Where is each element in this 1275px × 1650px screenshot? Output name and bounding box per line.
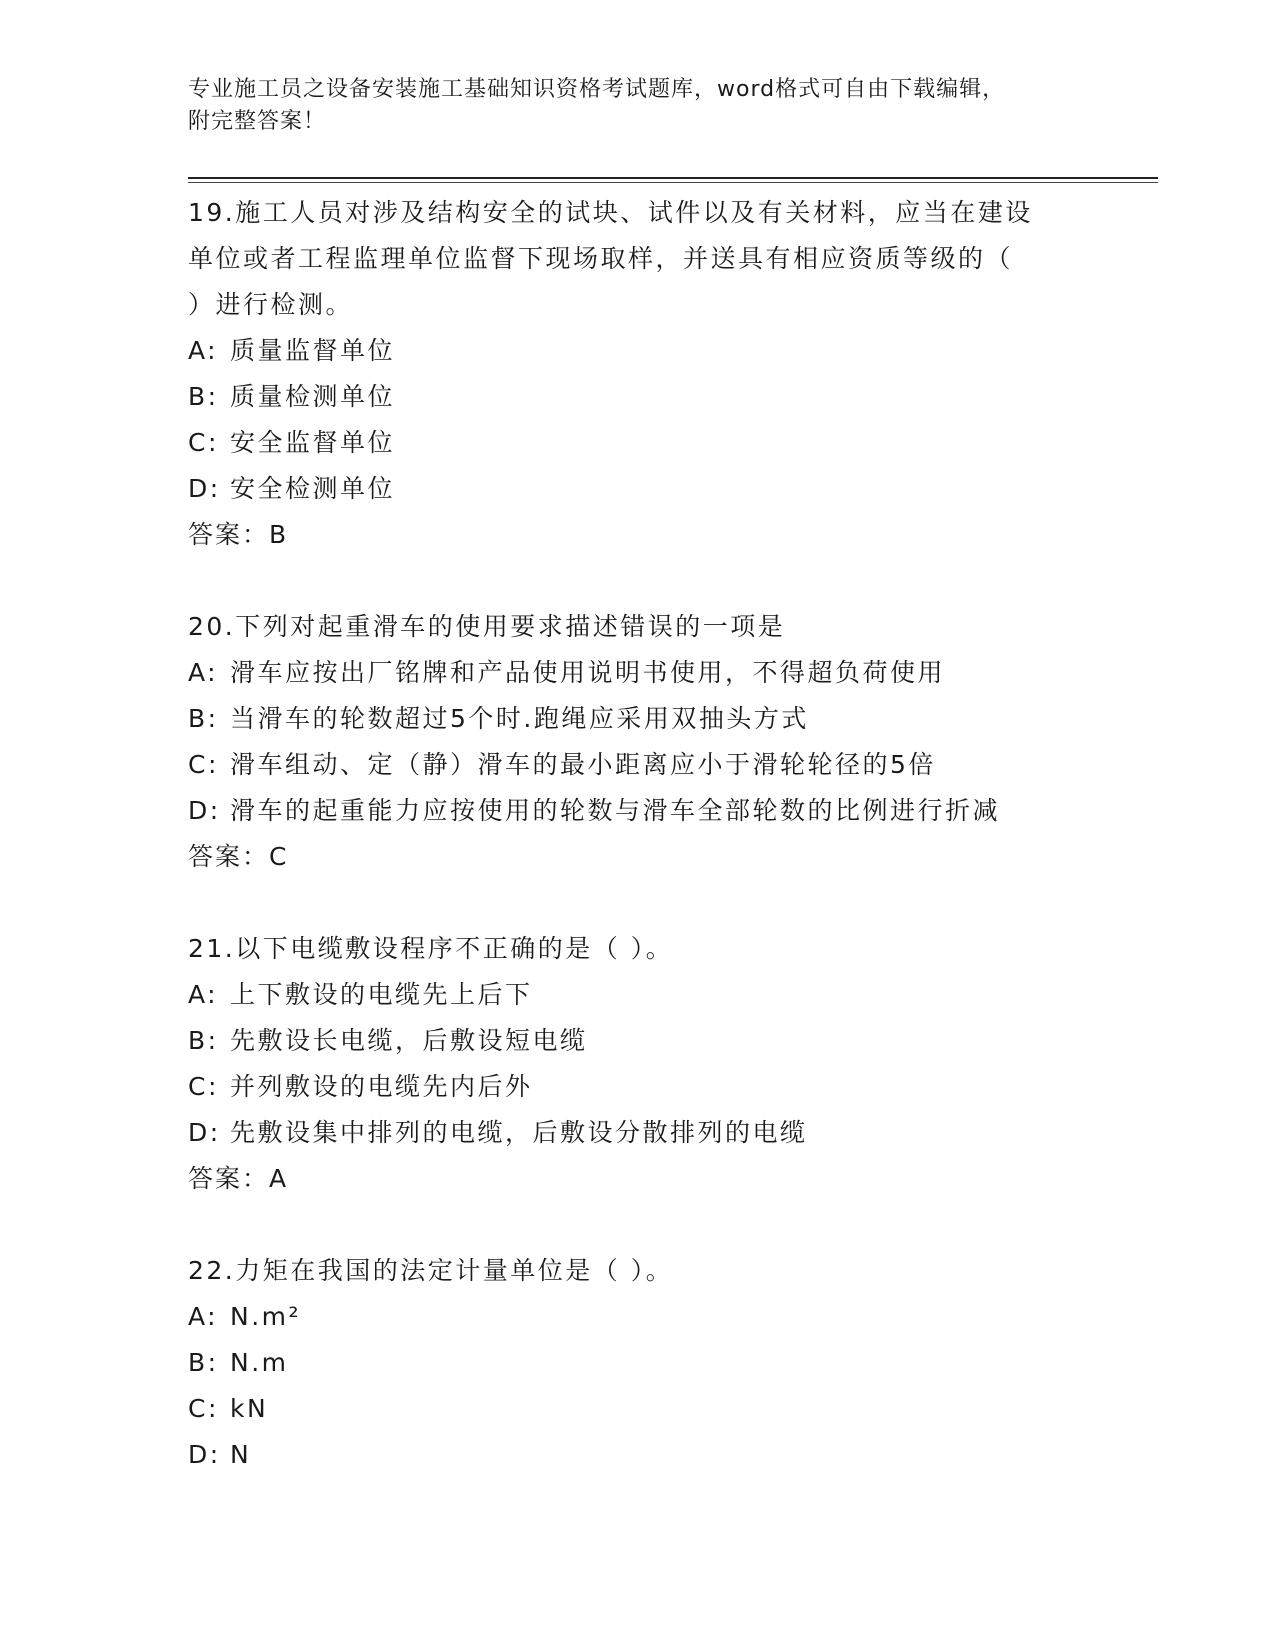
stem-line: 21.以下电缆敷设程序不正确的是（ ）。 xyxy=(188,934,674,963)
option-letter: D: xyxy=(188,1118,221,1147)
question-20 xyxy=(188,604,1088,880)
question-19 xyxy=(188,190,1088,558)
option-d xyxy=(188,788,1088,834)
option-text: 先敷设长电缆，后敷设短电缆 xyxy=(230,1026,588,1055)
stem-line: 22.力矩在我国的法定计量单位是（ ）。 xyxy=(188,1256,674,1285)
option-text: N.m xyxy=(230,1348,289,1377)
option-letter: D: xyxy=(188,474,221,503)
option-c xyxy=(188,420,1088,466)
option-c xyxy=(188,1386,1088,1432)
option-text: 并列敷设的电缆先内后外 xyxy=(230,1072,533,1101)
stem-line: 20.下列对起重滑车的使用要求描述错误的一项是 xyxy=(188,612,786,641)
option-letter: B: xyxy=(188,704,219,733)
header-divider-thick xyxy=(188,177,1158,179)
option-a xyxy=(188,1294,1088,1340)
option-b xyxy=(188,1018,1088,1064)
question-stem xyxy=(188,604,1088,650)
option-text: N xyxy=(230,1440,252,1469)
option-text: 滑车应按出厂铭牌和产品使用说明书使用，不得超负荷使用 xyxy=(230,658,946,687)
option-letter: A: xyxy=(188,1302,219,1331)
header-line-1: 专业施工员之设备安装施工基础知识资格考试题库，word格式可自由下载编辑， xyxy=(188,77,1006,102)
option-text: 安全监督单位 xyxy=(230,428,396,457)
option-b xyxy=(188,696,1088,742)
option-letter: A: xyxy=(188,658,219,687)
question-21 xyxy=(188,926,1088,1202)
header-divider-thin xyxy=(188,182,1158,183)
spacer xyxy=(188,880,1088,926)
option-letter: D: xyxy=(188,1440,221,1469)
option-letter: B: xyxy=(188,382,219,411)
option-text: 安全检测单位 xyxy=(230,474,396,503)
option-letter: C: xyxy=(188,750,219,779)
option-letter: A: xyxy=(188,336,219,365)
option-text: 当滑车的轮数超过5个时.跑绳应采用双抽头方式 xyxy=(230,704,809,733)
option-letter: C: xyxy=(188,428,219,457)
stem-line: 单位或者工程监理单位监督下现场取样，并送具有相应资质等级的（ xyxy=(188,244,1014,273)
option-letter: B: xyxy=(188,1026,219,1055)
stem-line: ）进行检测。 xyxy=(188,290,354,319)
option-d xyxy=(188,1110,1088,1156)
option-a xyxy=(188,650,1088,696)
answer-line: 答案：C xyxy=(188,842,289,871)
option-letter: D: xyxy=(188,796,221,825)
option-d xyxy=(188,466,1088,512)
option-letter: A: xyxy=(188,980,219,1009)
option-text: 先敷设集中排列的电缆，后敷设分散排列的电缆 xyxy=(230,1118,808,1147)
question-stem xyxy=(188,190,1088,328)
option-b xyxy=(188,374,1088,420)
option-c xyxy=(188,742,1088,788)
question-stem xyxy=(188,1248,1088,1294)
option-letter: C: xyxy=(188,1072,219,1101)
option-text: 质量检测单位 xyxy=(230,382,396,411)
option-c xyxy=(188,1064,1088,1110)
question-22 xyxy=(188,1248,1088,1478)
option-text: N.m² xyxy=(230,1302,302,1331)
option-text: 质量监督单位 xyxy=(230,336,396,365)
option-a xyxy=(188,972,1088,1018)
option-text: 滑车组动、定（静）滑车的最小距离应小于滑轮轮径的5倍 xyxy=(230,750,936,779)
document-header xyxy=(188,74,1088,138)
option-d xyxy=(188,1432,1088,1478)
option-a xyxy=(188,328,1088,374)
spacer xyxy=(188,558,1088,604)
answer-line: 答案：A xyxy=(188,1164,289,1193)
answer-line: 答案：B xyxy=(188,520,289,549)
stem-line: 19.施工人员对涉及结构安全的试块、试件以及有关材料，应当在建设 xyxy=(188,198,1033,227)
question-list xyxy=(188,190,1088,1478)
option-text: 上下敷设的电缆先上后下 xyxy=(230,980,533,1009)
question-stem xyxy=(188,926,1088,972)
option-b xyxy=(188,1340,1088,1386)
option-text: 滑车的起重能力应按使用的轮数与滑车全部轮数的比例进行折减 xyxy=(230,796,1001,825)
spacer xyxy=(188,1202,1088,1248)
option-text: kN xyxy=(230,1394,269,1423)
header-line-2: 附完整答案！ xyxy=(188,109,327,134)
option-letter: C: xyxy=(188,1394,219,1423)
option-letter: B: xyxy=(188,1348,219,1377)
